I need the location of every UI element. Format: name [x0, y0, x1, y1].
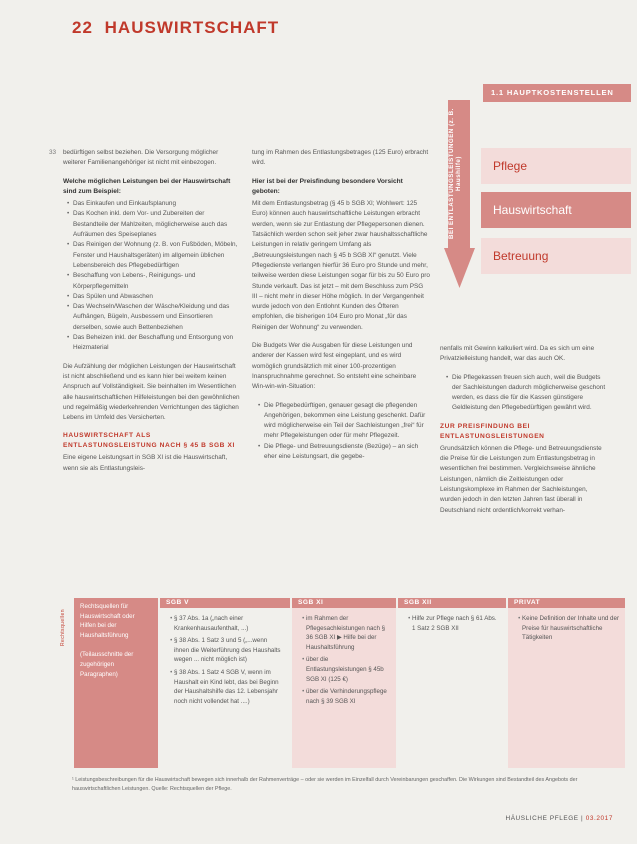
chapter-number: 22: [72, 18, 93, 37]
column-2-intro: tung im Rahmen des Entlastungsbetrages (125 Euro) erbracht wird.: [252, 149, 429, 167]
list-item: 1. Die Pflegebedürftigen, genauer gesagt die pflegenden Angehörigen, bekommen eine Leistung geschenkt. Dafür wird möglicherweise ein Teil der Sachleistungen „frei“ für mehr Pflegeleistungen oder für mehr Pflegezeit.: [262, 401, 430, 442]
table-first-cell-note: (Teilausschnitte der zugehörigen Paragraphen): [80, 651, 134, 678]
list-item: 2. Die Pflege- und Betreuungsdienste (Bezüge) – an sich eher eine Leistungsart, die gegebe-: [262, 442, 430, 463]
situation-list: [252, 401, 430, 463]
list-item: • Das Reinigen der Wohnung (z. B. von Fußböden, Möbeln, Fenster und Haushaltsgeräten) im allgemein üblichen Lebensbereich des Pflegebedürftigen: [71, 240, 241, 271]
footer-label: HÄUSLICHE PFLEGE: [505, 815, 579, 822]
table-header: PRIVAT: [508, 598, 625, 608]
column-3-paragraph: Grundsätzlich können die Pflege- und Betreuungsdienste die Preise für die Leistungen zum Entlastungsbetrag in wesentlichen frei bestimmen. Vergleichsweise ähnliche Leistungen, nämlich die Zeitleistungen oder Leistungskomplexe im Rahmen der Sachleistungen, wurden jedoch in den letzten Jahren fast überall in Deutschland nicht ordentlich/korrekt verhan-: [440, 444, 602, 514]
cost-center-pflege: Pflege: [481, 148, 631, 184]
table-header: SGB V: [160, 598, 290, 608]
table-cell: [398, 608, 506, 768]
column-2-paragraph-2: Die Budgets Wer die Ausgaben für diese Leistungen und anderer der Kassen wird fest eingeplant, und es wird womöglich grundsätzlich mit einer 100-prozentigen Inanspruchnahme gerechnet. So entsteht eine scheinbare Win-win-win-Situation:: [252, 342, 417, 391]
table-column-sgb-v: [160, 598, 290, 768]
table-item: • § 37 Abs. 1a („nach einer Krankenhausaufenthalt, ...): [174, 614, 284, 633]
table-first-cell: Rechtsquellen für Hauswirtschaft oder Hilfen bei der Haushaltsführung: [80, 603, 135, 639]
list-item: • Das Einkaufen und Einkaufsplanung: [71, 199, 241, 209]
list-item: • Das Spülen und Abwaschen: [71, 292, 241, 302]
column-1-paragraph: Die Aufzählung der möglichen Leistungen der Hauswirtschaft ist nicht abschließend und es kann hier bei weitem keinen Anspruch auf Vollständigkeit. Sie beinhalten im Wesentlichen alle hauswirtschaftlichen Hilfeleistungen bei den gewöhnlichen und regelmäßig wiederkehrenden Verrichtungen des täglichen Lebens im Umfeld des Versicherten.: [63, 362, 240, 422]
list-item: • Das Beheizen inkl. der Beschaffung und Entsorgung von Heizmaterial: [71, 333, 241, 354]
column-3-heading: ZUR PREISFINDUNG BEI ENTLASTUNGSLEISTUNGEN: [440, 422, 545, 440]
list-item: • Das Wechseln/Waschen der Wäsche/Kleidung und das Aufhängen, Bügeln, Ausbessern und Einsortieren derselben, sowie auch Bettenbeziehen: [71, 302, 241, 333]
table-item: • über die Verhinderungspflege nach § 39 SGB XI: [306, 687, 390, 706]
table-column-privat: [508, 598, 625, 768]
cost-center-hauswirtschaft: Hauswirtschaft: [481, 192, 631, 228]
column-1-subheading: HAUSWIRTSCHAFT ALS ENTLASTUNGSLEISTUNG NACH § 45 B SGB XI: [63, 432, 235, 450]
table-item: • im Rahmen der Pflegesachleistungen nach § 36 SGB XI ▶ Hilfe bei der Haushaltsführung: [306, 614, 390, 652]
table-cell: [74, 598, 158, 768]
cost-center-betreuung: Betreuung: [481, 238, 631, 274]
table-header: SGB XI: [292, 598, 396, 608]
table-item: • über die Entlastungsleistungen § 45b SGB XI (125 €): [306, 655, 390, 684]
column-1-intro: bedürftigen selbst beziehen. Die Versorgung möglicher weiterer Familienangehöriger ist nicht mit einbezogen.: [63, 149, 219, 167]
column-2: [252, 148, 430, 468]
footer-issue: 03.2017: [585, 815, 613, 822]
table-column-sgb-xii: [398, 598, 506, 768]
column-1: [63, 148, 241, 482]
column-3: [440, 344, 608, 524]
list-item: • Beschaffung von Lebens-, Reinigungs- und Körperpflegemitteln: [71, 271, 241, 292]
table-item: • § 38 Abs. 1 Satz 4 SGB V, wenn im Haushalt ein Kind lebt, das bei Beginn der Haushaltshilfe das 12. Lebensjahr noch nicht vollendet hat ....): [174, 668, 284, 706]
table-item: • Hilfe zur Pflege nach § 61 Abs. 1 Satz 2 SGB XII: [412, 614, 500, 633]
table-item: • Keine Definition der Inhalte und der Preise für hauswirtschaftliche Tätigkeiten: [522, 614, 619, 643]
table-cell: [508, 608, 625, 768]
table-cell: [160, 608, 290, 768]
list-item: • Das Kochen inkl. dem Vor- und Zubereiten der Bestandteile der Mahlzeiten, möglicherweise auch das Aufräumen des Speiseplanes: [71, 209, 241, 240]
chapter-title: HAUSWIRTSCHAFT: [104, 18, 280, 37]
column-2-paragraph: Mit dem Entlastungsbetrag (§ 45 b SGB XI; Wohlwert: 125 Euro) können auch hauswirtschaftliche Leistungen erbracht werden, wenn sie zur Entlastung der Pflegepersonen dienen. Tatsächlich werden schon seit jeher zwar haushaltsschaftliche Leistungen in relativ geringem Umfang als „Betreuungsleistungen nach § 45 b SGB XI“ genutzt. Viele Pflegedienste verlangen hierfür 36 Euro pro Stunde und mehr, teilweise werden diese Leistungen sogar für bis zu 50 Euro pro Stunde verkauft. Das ist jetzt – mit dem Beschluss zum PSG III – nicht mehr in dieser Höhe möglich. In der Vergangenheit wurde jedoch von den Entlohnt Kunden des Öfteren empfohlen, die bisherigen 104 Euro pro Monat „für das Reinigen der Wohnung“ zu verwenden.: [252, 200, 430, 331]
list-item: 3. Die Pflegekassen freuen sich auch, weil die Budgets der Sachleistungen dadurch möglicherweise geschont werden, es dass die für die Kassen günstigere Geldleistung den Pflegebedürftigen gewährt wird.: [450, 373, 608, 414]
column-1-heading: Welche möglichen Leistungen bei der Hauswirtschaft sind zum Beispiel:: [63, 177, 231, 195]
footnote: ¹ Leistungsbeschreibungen für die Hauswirtschaft bewegen sich innerhalb der Rahmenverträge – oder sie werden im Einzelfall durch Vereinbarungen geschaffen. Die Wirkungen sind Bestandteil des Angebots der hauswirtschaftlichen Leistungen. Quelle: Rechtsquellen der Pflege.: [72, 777, 578, 792]
services-list: [63, 199, 241, 353]
column-2-heading: Hier ist bei der Preisfindung besondere Vorsicht geboten:: [252, 177, 403, 195]
margin-number: 33: [49, 149, 57, 156]
column-3-intro: nenfalls mit Gewinn kalkuliert wird. Da es sich um eine Privatzielleistung handelt, war das auch OK.: [440, 345, 595, 363]
diagram-vertical-label: BEI ENTLASTUNGSLEISTUNGEN (z. B. Haushilfe): [448, 108, 462, 240]
column-1-paragraph-end: Eine eigene Leistungsart in SGB XI ist die Hauswirtschaft, wenn sie als Entlastungsleis-: [63, 454, 228, 472]
table-side-label: Rechtsquellen: [60, 609, 66, 647]
table-column-sources: [74, 598, 158, 768]
table-cell: [292, 608, 396, 768]
diagram-header: 1.1 HAUPTKOSTENSTELLEN: [483, 84, 631, 102]
situation-list-continued: [440, 373, 608, 414]
page-title: [72, 18, 279, 38]
table-header: SGB XII: [398, 598, 506, 608]
table-item: • § 38 Abs. 1 Satz 3 und 5 („...wenn ihnen die Weiterführung des Haushalts wegen ... nicht möglich ist): [174, 636, 284, 665]
page-footer: HÄUSLICHE PFLEGE | 03.2017: [505, 815, 613, 822]
table-column-sgb-xi: [292, 598, 396, 768]
